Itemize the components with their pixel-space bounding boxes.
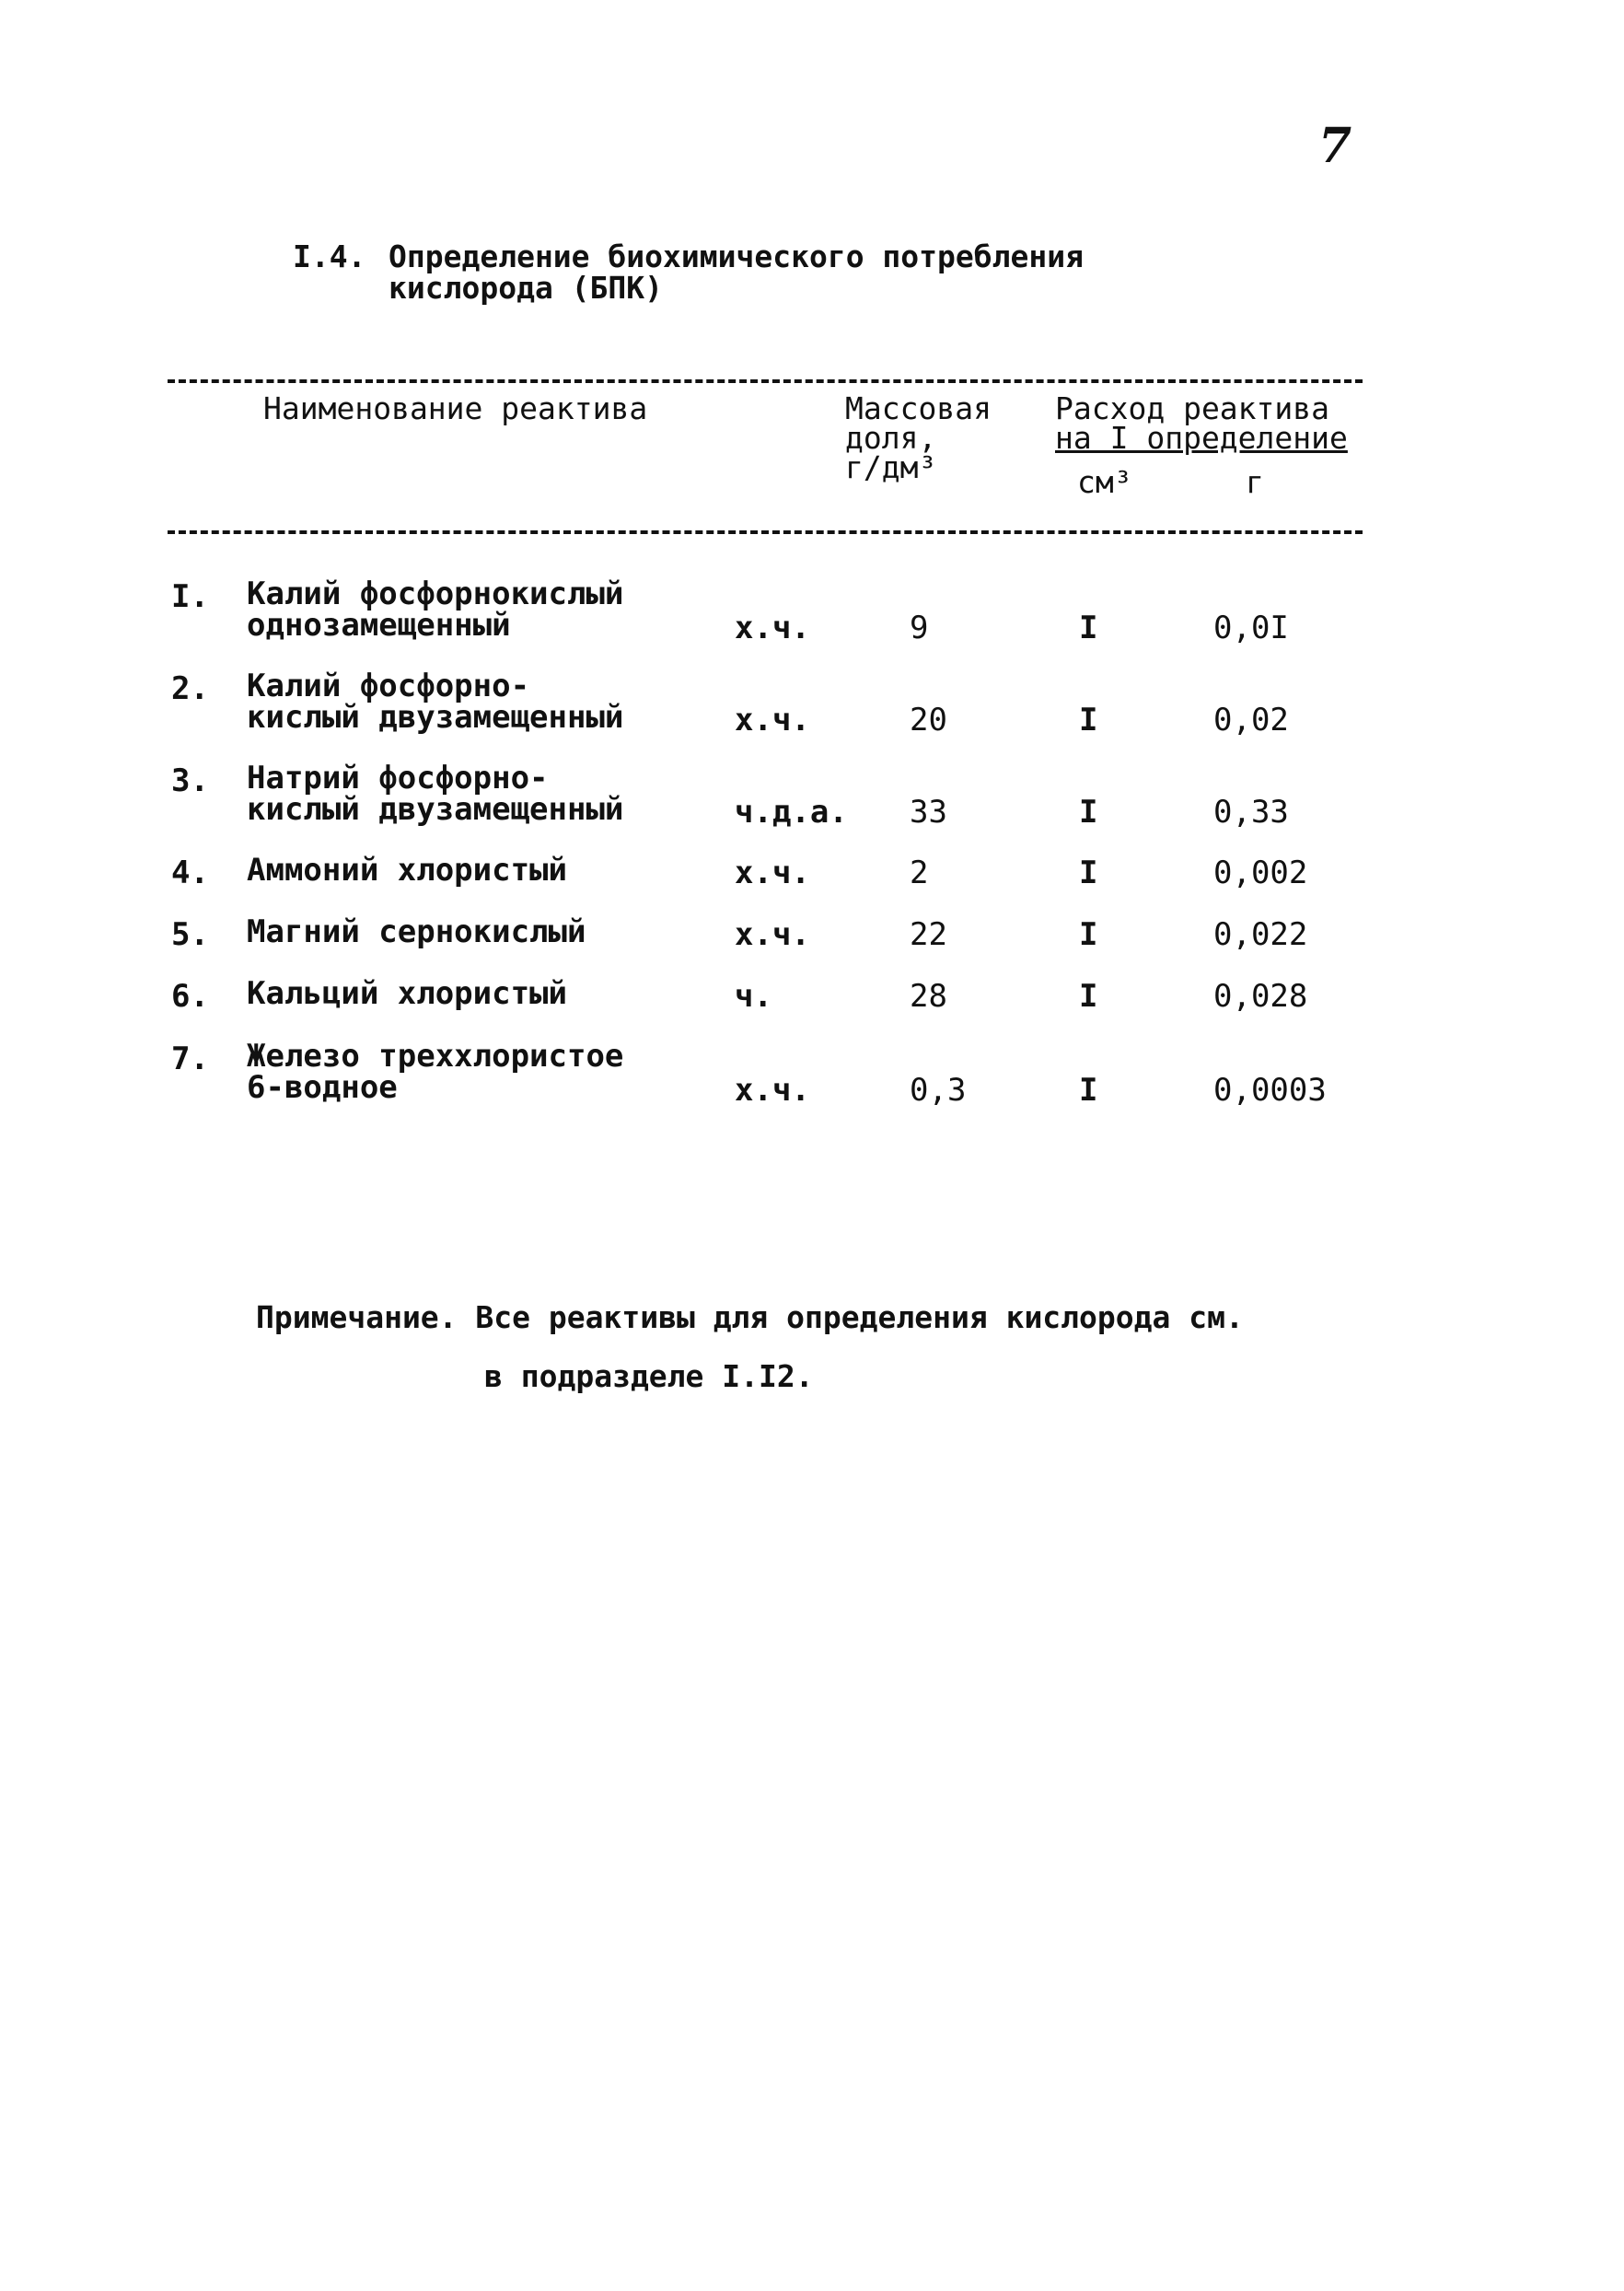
row-volume: I <box>1079 1072 1098 1109</box>
section-title <box>293 238 1084 306</box>
header-consumption-line1: Расход реактива <box>1055 390 1330 426</box>
section-number: I.4. <box>293 238 366 274</box>
row-name-line1: Калий фосфорно- <box>247 668 530 704</box>
footnote-line1: Примечание. Все реактивы для определения кислорода см. <box>256 1299 1244 1335</box>
row-index: 6. <box>171 978 209 1015</box>
row-reagent-name <box>247 576 624 644</box>
row-grams: 0,0003 <box>1213 1072 1327 1109</box>
row-grade: х.ч. <box>735 855 810 891</box>
row-grade: ч. <box>735 978 772 1015</box>
row-index: I. <box>171 578 209 615</box>
row-mass: 33 <box>910 794 947 831</box>
row-grams: 0,02 <box>1213 702 1289 738</box>
footnote-line2: в подразделе I.I2. <box>484 1358 814 1394</box>
row-mass: 20 <box>910 702 947 738</box>
row-mass: 28 <box>910 978 947 1015</box>
row-index: 2. <box>171 670 209 707</box>
row-name-line1: Магний сернокислый <box>247 913 586 950</box>
row-grade: ч.д.а. <box>735 794 848 831</box>
row-volume: I <box>1079 916 1098 953</box>
row-mass: 22 <box>910 916 947 953</box>
header-unit-volume: см³ <box>1077 464 1132 500</box>
header-unit-mass: г <box>1246 464 1264 500</box>
row-reagent-name <box>247 668 624 736</box>
page-number: 7 <box>1318 118 1352 174</box>
row-reagent-name <box>247 913 586 950</box>
header-reagent-name: Наименование реактива <box>263 390 648 426</box>
header-consumption-line2: на I определение <box>1055 420 1348 456</box>
row-grams: 0,022 <box>1213 916 1308 953</box>
row-grade: х.ч. <box>735 916 810 953</box>
row-volume: I <box>1079 610 1098 646</box>
row-name-line2: кислый двузамещенный <box>247 791 624 828</box>
row-reagent-name <box>247 975 567 1012</box>
row-mass: 0,3 <box>910 1072 967 1109</box>
row-name-line1: Натрий фосфорно- <box>247 760 549 797</box>
row-index: 3. <box>171 762 209 799</box>
row-index: 5. <box>171 916 209 953</box>
table-top-rule <box>168 379 1363 383</box>
header-mass-line2: доля, <box>845 420 937 456</box>
row-name-line2: 6-водное <box>247 1069 398 1106</box>
row-volume: I <box>1079 978 1098 1015</box>
footnote <box>256 1297 1244 1398</box>
row-grade: х.ч. <box>735 702 810 738</box>
row-name-line1: Кальций хлористый <box>247 975 567 1012</box>
row-volume: I <box>1079 702 1098 738</box>
row-grams: 0,33 <box>1213 794 1289 831</box>
row-name-line2: кислый двузамещенный <box>247 699 624 736</box>
row-grade: х.ч. <box>735 610 810 646</box>
header-mass-line1: Массовая <box>845 390 992 426</box>
row-mass: 2 <box>910 855 929 891</box>
row-grams: 0,028 <box>1213 978 1308 1015</box>
row-name-line1: Железо треххлористое <box>247 1038 624 1075</box>
row-mass: 9 <box>910 610 929 646</box>
row-volume: I <box>1079 855 1098 891</box>
row-grams: 0,002 <box>1213 855 1308 891</box>
header-consumption <box>1055 390 1348 456</box>
row-grams: 0,0I <box>1213 610 1289 646</box>
section-title-line1: Определение биохимического потребления <box>389 238 1084 274</box>
row-name-line1: Калий фосфорнокислый <box>247 576 624 612</box>
row-reagent-name <box>247 852 567 889</box>
row-volume: I <box>1079 794 1098 831</box>
row-name-line2: однозамещенный <box>247 607 511 644</box>
table-header-rule <box>168 530 1363 534</box>
row-index: 7. <box>171 1041 209 1077</box>
header-mass-fraction <box>845 390 992 485</box>
row-index: 4. <box>171 855 209 891</box>
section-title-line2: кислорода (БПК) <box>389 270 664 306</box>
row-grade: х.ч. <box>735 1072 810 1109</box>
header-mass-unit: г/дм³ <box>845 449 937 485</box>
row-name-line1: Аммоний хлористый <box>247 852 567 889</box>
row-reagent-name <box>247 1038 624 1106</box>
row-reagent-name <box>247 760 624 828</box>
